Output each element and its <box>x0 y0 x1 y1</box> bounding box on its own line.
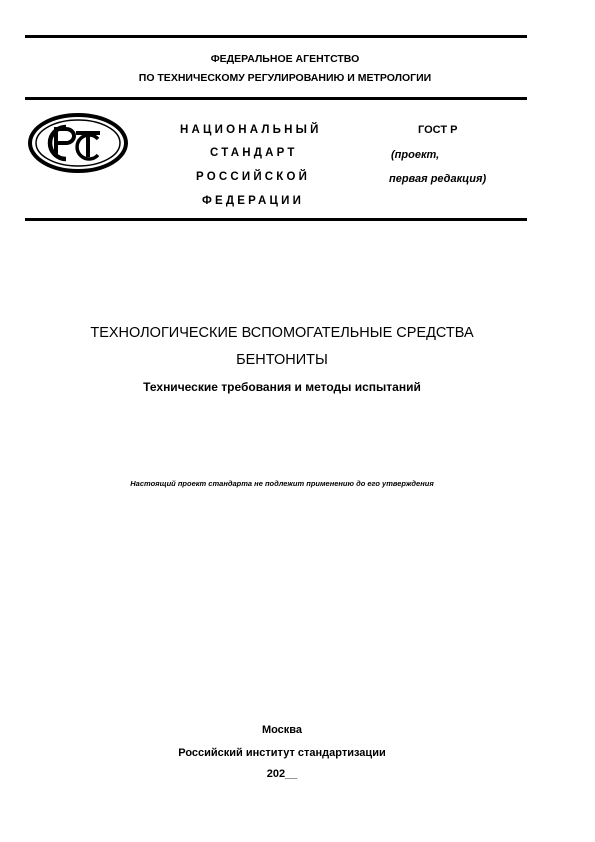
document-title-line-2: БЕНТОНИТЫ <box>236 352 328 368</box>
agency-line-2: ПО ТЕХНИЧЕСКОМУ РЕГУЛИРОВАНИЮ И МЕТРОЛОГИИ <box>138 72 432 84</box>
standard-type-line-1: НАЦИОНАЛЬНЫЙ <box>180 124 322 136</box>
document-subtitle: Технические требования и методы испытаний <box>143 380 421 394</box>
draft-status-line-1: (проект, <box>391 149 440 161</box>
standard-type-line-2: СТАНДАРТ <box>210 147 298 159</box>
draft-status-line-2: первая редакция) <box>389 173 487 185</box>
top-rule <box>25 35 527 38</box>
rst-emblem-icon <box>28 113 128 173</box>
standard-code: ГОСТ Р <box>418 124 458 136</box>
agency-line-1: ФЕДЕРАЛЬНОЕ АГЕНТСТВО <box>210 53 360 65</box>
publication-year: 202__ <box>266 768 298 780</box>
draft-notice: Настоящий проект стандарта не подлежит применению до его утверждения <box>130 479 434 488</box>
publication-city: Москва <box>261 724 303 736</box>
publisher-name: Российский институт стандартизации <box>178 747 386 759</box>
middle-rule <box>25 97 527 100</box>
document-title-line-1: ТЕХНОЛОГИЧЕСКИЕ ВСПОМОГАТЕЛЬНЫЕ СРЕДСТВА <box>90 325 474 341</box>
standard-type-line-3: РОССИЙСКОЙ <box>196 171 311 183</box>
standard-type-line-4: ФЕДЕРАЦИИ <box>202 195 305 207</box>
bottom-rule <box>25 218 527 221</box>
